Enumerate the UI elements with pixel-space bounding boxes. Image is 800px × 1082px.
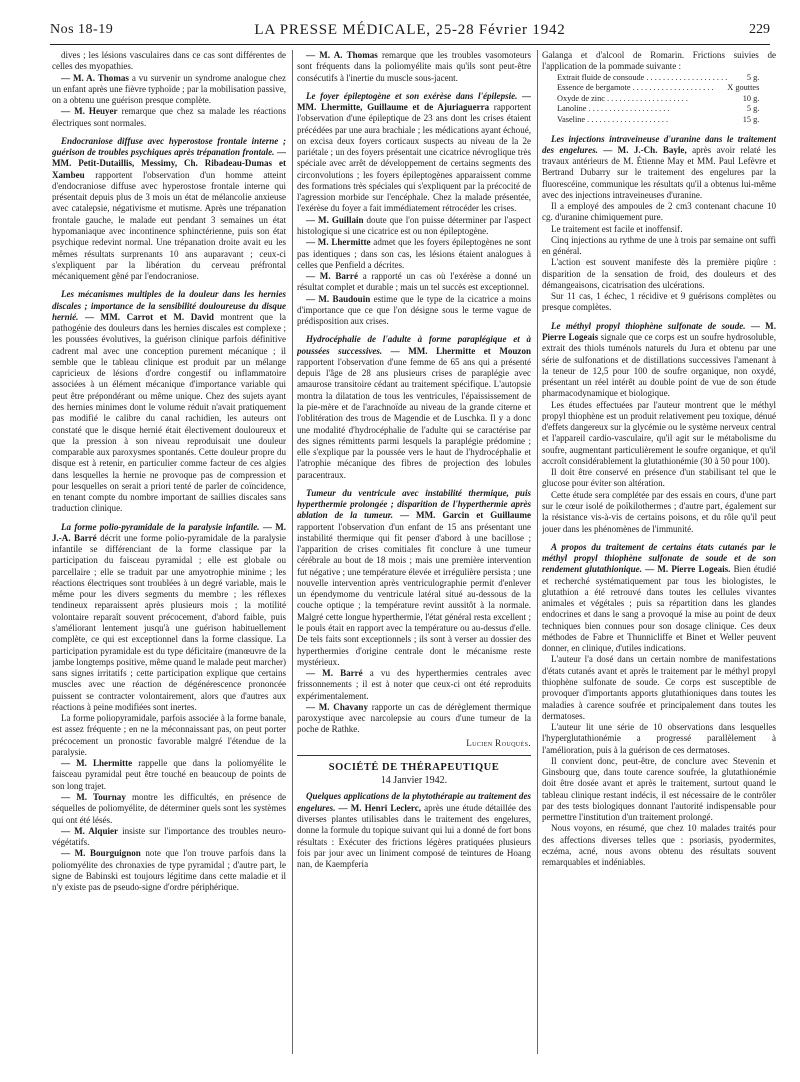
paragraph-text: montre les difficultés, en présence de séquelles de poliomyélite, de déterminer quels sont les systèmes qui ont été lésés.: [52, 792, 286, 825]
paragraph-text: estime que le type de la cicatrice a moins d'importance que ce que l'on désigne sous le terme vague de prédisposition aux crises.: [297, 293, 531, 327]
formula-row: [557, 73, 759, 84]
paragraph: [297, 791, 531, 870]
paragraph-text: Bien étudié et recherché systématiquement par tous les biologistes, le glutathion a été retrouvé dans toutes les cellules vivantes animales et végétales ; puis sa répartition dans les glandes endocrines et dans le sang a provoqué la mise au point de deux techniques bien connues pour son dosage clinique. Ces deux méthodes de Fabre et Thunnicliffe et Binet et Weller peuvent donner, en clinique, d'utiles indications.: [542, 564, 776, 654]
formula-ingredient-cell: [557, 115, 727, 126]
paragraph: [52, 50, 286, 73]
ingredient-quantity: 15 g.: [742, 114, 760, 124]
paragraph-text: remarque que les troubles vasomoteurs sont fréquents dans la poliomyélite mais qu'ils sont peut-être consécutifs à l'inertie du muscle sous-jacent.: [297, 50, 531, 83]
paragraph: [297, 334, 531, 480]
paragraph: [297, 215, 531, 238]
paragraph: [542, 722, 776, 756]
issue-number: Nos 18-19: [50, 22, 114, 37]
ingredient-name: Vaseline . . .: [557, 115, 668, 124]
author-names: — M. J.-Ch. Bayle,: [597, 144, 687, 155]
paragraph-text: Il convient donc, peut-être, de conclure avec Stevenin et Ginsbourg que, dans toute carence soufrée, la glutathionémie doit être dosée avant et après le traitement, surtout quand le tableau clinique restant indécis, il est nécessaire de le contrôler par des tests biologiques donnant l'autorité indispensable pour permettre l'institution d'un traitement prolongé.: [542, 755, 776, 823]
paragraph: [297, 668, 531, 702]
column-middle: [297, 50, 531, 1054]
paragraph: [542, 134, 776, 202]
paragraph-list-col3-top: [542, 50, 776, 73]
paragraph-text: La forme poliopyramidale, parfois associée à la forme banale, est assez fréquente ; en ne la méconnaissant pas, on peut porter précocement un pronostic favorable malgré l'étendue de la paralysie.: [52, 713, 286, 757]
paragraph-text: Sur 11 cas, 1 échec, 1 récidive et 9 guérisons complètes ou presque complètes.: [542, 291, 776, 313]
author-names: — M. Barré: [306, 668, 363, 679]
paragraph: [52, 136, 286, 282]
formula-row: [557, 83, 759, 94]
paragraph: [297, 50, 531, 84]
formula-row: [557, 94, 759, 105]
paragraph-text: Il doit être conservé en présence d'un stabilisant tel que le glucose pour éviter son altération.: [542, 467, 776, 489]
paragraph-text: Les études effectuées par l'auteur montrent que le méthyl propyl thiophène est un produit relativement peu toxique, dénué d'effets dangereux sur la glycémie ou le système nerveux central et l'appareil cardio-vasculaire, qu'il agit sur le métabolisme du soufre, augmentant particulièrement le soufre organique, et qu'il accroît considérablement la glutathionémie (30 à 50 pour 100).: [542, 399, 776, 466]
paragraph-list-col2-after: [297, 791, 531, 870]
formula-ingredient-cell: [557, 104, 727, 115]
article-title: Endocraniose diffuse avec hyperostose frontale interne ; guérison de troubles psychiques après trépanation frontale.: [52, 135, 286, 158]
article-title: Les injections intraveineuse d'uranine dans le traitement des engelures.: [542, 133, 776, 155]
paragraph-text: insiste sur l'importance des troubles neuro-végétatifs.: [52, 825, 286, 848]
column-divider: [537, 50, 538, 1054]
paragraph-text: rapporte un cas de dérèglement thermique paroxystique avec narcolepsie au cours d'une tumeur de la poche de Rathke.: [297, 701, 531, 735]
paragraph-text: L'auteur l'a dosé dans un certain nombre de manifestations d'états cutanés avant et après le traitement par le méthyl propyl thiophène sulfonate de soude. Ce corps est susceptible de provoquer d'importants apports glutathioniques dans toutes les maladies à carence soufrée et principalement dans toutes les dermatoses.: [542, 654, 776, 721]
paragraph-list-col2: [297, 50, 531, 736]
paragraph-text: doute que l'on puisse déterminer par l'aspect histologique si une cicatrice est ou non épileptogène.: [297, 214, 531, 236]
paragraph: [542, 823, 776, 868]
ingredient-quantity: 10 g.: [742, 93, 760, 103]
paragraph: [52, 713, 286, 758]
paragraph-text: rapportent l'observation d'une épileptique de 23 ans dont les crises étaient précédées par une aura brachiale ; les médications ayant échoué, on excisa deux foyers corticaux suspects au niveau de la 2e pariétale ; un des foyers présentait une cicatrice névroglique très spéciale avec arrêt de développement de certains segments des circonvolutions ; les foyers épileptogènes apparaissent comme des formations très spéciales qui s'expliquent par la précocité de l'agression morbide sur l'encéphale. Chez la malade présentée, l'exérèse du foyer a fait immédiatement rétrocéder les crises.: [297, 102, 531, 214]
paragraph: [542, 467, 776, 490]
formula-ingredient-cell: [557, 94, 727, 105]
author-names: — M. Barré: [306, 271, 358, 282]
author-names: — M. Guillain: [306, 214, 364, 225]
author-names: — M. Tournay: [61, 792, 126, 802]
author-names: — M. A. Thomas: [306, 50, 378, 60]
paragraph-text: Cinq injections au rythme de une à trois par semaine ont suffi en général.: [542, 234, 776, 257]
paragraph-text: signale que ce corps est un soufre hydrosoluble, extrait des thiols tuménols naturels du Jura et obtenu par une série de sulfonations et de distillations successives l'amenant à la teneur de 12,5 pour 100 de soufre organique, non oxydé, présentant un réel intérêt au double point de vue de son étude pharmacodynamique et biologique.: [542, 332, 776, 399]
paragraph-text: rapportent l'observation d'une femme de 65 ans qui a présenté depuis l'âge de 28 ans plusieurs crises de paraplégie avec amaurose transitoire cédant au traitement spécifique. L'autopsie montra la dilatation de tous les ventricules, l'épaississement de la pie-mère et de l'arachnoïde au niveau de la grande citerne et l'oblitération des trous de Magendie et de Luschka. Il y a donc une modalité d'hydrocéphalie de l'adulte qui se caractérise par des signes rémittents parmi lesquels la paraplégie prédomine ; elle s'explique par la poussée vers le haut de l'hydrocéphalie et l'atrophie mécanique des fibres de projection des lobules paracentraux.: [297, 356, 531, 480]
section-rule: [297, 755, 531, 756]
paragraph: [542, 321, 776, 400]
paragraph: [52, 522, 286, 714]
ingredient-quantity: 5 g.: [746, 104, 760, 114]
paragraph-text: Il a employé des ampoules de 2 cm3 contenant chacune 10 cg. d'uranine chimiquement pure.: [542, 201, 776, 223]
paragraph-text: admet que les foyers épileptogènes ne sont pas identiques ; dans son cas, les lésions étaient analogues à celles que Penfield a décrites.: [297, 237, 531, 270]
ingredient-name: Extrait fluide de consoude . . .: [557, 73, 727, 82]
paragraph: [297, 702, 531, 736]
article-title: Le méthyl propyl thiophène sulfonate de soude.: [551, 320, 746, 331]
paragraph-text: rapportent l'observation d'un enfant de 15 ans présentant une instabilité thermique qui fit penser d'abord à une bacillose ; l'apparition de crises comitiales fit conclure à une tumeur cérébrale au bout de 18 mois ; mais une première intervention fut négative ; une température élevée et irrégulière persista ; une nouvelle intervention après ventriculographie permit d'enlever un épendymome du ventricule latéral situé au-dessous de la couche optique ; la température revint aussitôt à la normale. Malgré cette longue hyperthermie, l'état général resta excellent ; le pouls était en rapport avec la température ou au-dessus d'elle. De tels faits sont exceptionnels ; ils sont à verser au dossier des hyperthermies d'origine centrale dont le mécanisme reste mystérieux.: [297, 521, 531, 667]
article-title: Hydrocéphalie de l'adulte à forme paraplégique et à poussées successives.: [297, 334, 531, 356]
paragraph: [297, 91, 531, 215]
paragraph-text: a vu des hyperthermies centrales avec frissonnements ; il est à noter que ceux-ci ont été reproduits expérimentalement.: [297, 668, 531, 701]
paragraph-text: Galanga et d'alcool de Romarin. Frictions suivies de l'application de la pommade suivante :: [542, 50, 776, 72]
ingredient-name: Essence de bergamote . . .: [557, 83, 714, 92]
article-title: La forme polio-pyramidale de la paralysie infantile.: [61, 521, 260, 532]
paragraph-text: Cette étude sera complétée par des essais en cours, d'une part sur le cœur isolé de poïkilothermes ; d'autre part, également sur la résistance vis-à-vis de certains poisons, et du rôle qu'il peut jouer dans les phénomènes de l'immunité.: [542, 489, 776, 534]
header-rule: [50, 44, 770, 45]
paragraph: [52, 792, 286, 826]
paragraph: [52, 106, 286, 129]
paragraph-text: après une étude détaillée des diverses plantes utilisables dans le traitement des engelures, donne la formule du topique suivant qui lui a donné de fort bons résultats : Exécuter des frictions légères pratiquées plusieurs fois par jour avec un liniment composé de teintures de Hoang nan, de Kaempferia: [297, 802, 531, 870]
author-names: — M. Alquier: [61, 825, 119, 836]
paragraph-text: rapportent l'observation d'un homme atteint d'endocraniose diffuse avec hyperostose frontale interne qui présentait depuis plus de 3 mois un état de mélancolie anxieuse avec catalepsie, négativisme et mutisme. Après une trépanation frontale gauche, le malade eut pendant 3 semaines un état hypomaniaque avec incontinence sphinctérienne, puis son état psychique redevint normal. Une trépanation droite avait eu les mêmes résultats surprenants 10 ans auparavant ; ceux-ci s'expliquent par la libération du cerveau préfrontal mécaniquement gêné par l'endocraniose.: [52, 169, 286, 282]
paragraph: [297, 488, 531, 668]
column-left: [52, 50, 286, 1054]
paragraph: [52, 758, 286, 792]
section-title: SOCIÉTÉ DE THÉRAPEUTIQUE: [328, 761, 500, 773]
ointment-formula: [557, 73, 759, 126]
paragraph-text: rappelle que dans la poliomyélite le faisceau pyramidal peut être touché en beaucoup de points de son long trajet.: [52, 758, 286, 791]
ingredient-quantity: X gouttes: [727, 83, 760, 93]
paragraph: [297, 294, 531, 328]
section-date: 14 Janvier 1942.: [380, 775, 448, 787]
author-names: — M. Pierre Logeais.: [641, 564, 731, 575]
paragraph-text: L'action est souvent manifeste dès la première piqûre : disparition de la sensation de froid, des douleurs et des démangeaisons, cicatrisation des ulcérations.: [542, 257, 776, 290]
paragraph: [52, 848, 286, 893]
article-title: A propos du traitement de certains états cutanés par le méthyl propyl thiophène sulfonate de soude et de son rendement glutathionique.: [542, 541, 776, 575]
author-names: — M. Chavany: [306, 701, 368, 712]
author-names: — M. Lhermitte: [306, 237, 371, 248]
page-number: 229: [749, 22, 770, 37]
author-names: — MM. Petit-Dutaillis, Messimy, Ch. Ribadeau-Dumas et Xambeu: [52, 147, 286, 180]
formula-row: [557, 104, 759, 115]
ingredient-name: Lanoline . . .: [557, 104, 669, 113]
author-names: — M. Baudouin: [306, 293, 371, 304]
paragraph-list-col1: [52, 50, 286, 893]
author-names: — MM. Carrot et M. David: [78, 311, 214, 322]
article-title: Le foyer épileptogène et son exérèse dans l'épilepsie.: [306, 90, 518, 101]
author-names: — M. Henri Leclerc,: [335, 802, 422, 813]
paragraph-text: remarque que chez sa malade les réactions électriques sont normales.: [52, 106, 286, 128]
paragraph-text: Nous voyons, en résumé, que chez 10 malades traités pour des affections diverses telles que : psoriasis, pyodermites, eczéma, acné, nous avons obtenu des résultats souvent remarquables et indéniables.: [542, 823, 776, 868]
paragraph-text: L'auteur lit une série de 10 observations dans lesquelles l'hyperglutathionémie a progressé parallèlement à l'amélioration, puis à la guérison de ces dermatoses.: [542, 722, 776, 755]
paragraph: [542, 291, 776, 314]
author-names: — MM. Lhermitte et Mouzon: [382, 345, 531, 356]
paragraph: [542, 542, 776, 655]
author-names: — M. Heuyer: [61, 106, 118, 117]
author-names: — M. Pierre Logeais: [542, 320, 776, 343]
paragraph: [542, 756, 776, 824]
column-right: [542, 50, 776, 1054]
article-title: Tumeur du ventricule avec instabilité thermique, puis hyperthermie prolongée ; disparition de l'hyperthermie après ablation de la tumeur.: [297, 487, 531, 521]
paragraph-text: après avoir relaté les travaux antérieurs de M. Étienne May et MM. Paul Lefèvre et Bertrand Dubarry sur le traitement des engelures par la fluorescéine, communique les résultats qu'il a obtenus lui-même avec des injections intraveineuses d'uranine.: [542, 144, 776, 200]
formula-ingredient-cell: [557, 83, 727, 94]
paragraph: [542, 50, 776, 73]
paragraph-text: dives ; les lésions vasculaires dans ce cas sont différentes de celles des myopathies.: [52, 50, 286, 72]
paragraph: [542, 201, 776, 224]
paragraph-text: décrit une forme polio-pyramidale de la paralysie infantile se différenciant de la forme classique par la participation du faisceau pyramidal ; elle est globale ou parcellaire ; elle se traduit par une amyotrophie minime ; les réactions électriques sont troublées à un degré variable, mais le même pour les divers segments du membre ; les réflexes tendineux reparaissent après plusieurs mois ; la motilité volontaire reparaît souvent précocement, d'abord faible, puis s'améliorant lentement jusqu'à une guérison habituellement complète, ce qui est exceptionnel dans la forme classique. La participation pyramidale est du type déficitaire (manœuvre de la jambe longtemps positive, même quand le malade peut marcher) sans signes irritatifs ; cette participation explique que certains muscles avec une réaction de dégénérescence prononcée puissent se contracter volontairement, alors que d'autres aux réactions à peine modifiées sont inertes.: [52, 532, 286, 712]
paragraph: [542, 654, 776, 722]
formula-ingredient-cell: [557, 73, 727, 84]
paragraph-text: a vu survenir un syndrome analogue chez un enfant après une fièvre typhoïde ; par la mobilisation passive, on a obtenu une guérison presque complète.: [52, 72, 286, 106]
paragraph-list-col3: [542, 134, 776, 869]
column-divider: [292, 50, 293, 1054]
paragraph-text: note que l'on trouve parfois dans la poliomyélite des chronaxies de type pyramidal ; d'autre part, le signe de Babinski est toujours légitime dans cette maladie et il n'y existe pas de pseudo-signe d'ordre périphérique.: [52, 848, 286, 893]
author-names: — M. J.-A. Barré: [52, 521, 286, 543]
author-names: — M. A. Thomas: [61, 72, 129, 83]
author-names: — M. Bourguignon: [61, 848, 141, 859]
paragraph: [542, 224, 776, 235]
paragraph: [297, 237, 531, 271]
author-names: — MM. Lhermitte, Guillaume et de Ajuriaguerra: [297, 90, 531, 113]
paragraph-text: a rapporté un cas où l'exérèse a donné un résultat complet et durable ; mais un tel succès est exceptionnel.: [297, 271, 531, 293]
ingredient-quantity: 5 g.: [746, 72, 760, 82]
article-title: Quelques applications de la phytothérapie au traitement des engelures.: [297, 791, 531, 813]
paragraph: [542, 235, 776, 258]
paragraph: [52, 73, 286, 107]
journal-title: LA PRESSE MÉDICALE, 25-28 Février 1942: [254, 22, 566, 38]
author-names: — MM. Garcin et Guillaume: [393, 510, 531, 521]
paragraph: [542, 400, 776, 468]
paragraph: [52, 826, 286, 849]
paragraph: [542, 490, 776, 535]
paragraph: [542, 257, 776, 291]
paragraph: [52, 289, 286, 514]
paragraph-text: montrent que la pathogénie des douleurs dans les hernies discales est complexe ; les poussées évolutives, la guérison clinique parfois définitive cadrent mal avec une conception purement mécanique ; il semble que le tableau clinique est produit par un mélange capricieux de lésions d'ordre congestif ou inflammatoire associées à un élément mécanique d'importance variable qui peut être prépondérant ou même unique. Chez des sujets ayant des hernies minimes dont le volume réduit n'avait pratiquement pas modifié le calibre du canal rachidien, les auteurs ont constaté que le disque hernié était électivement douloureux et que la pression à son niveau reproduisait une douleur comparable aux paroxysmes spontanés. Cette douleur propre du disque est à retenir, en particulier comme facteur de ces algies dans lesquelles la hernie ne provoque pas de compression et pour lesquelles on serait a priori tenté de parler de coïncidence, en tenant compte du nombre important de saillies discales sans traduction clinique.: [52, 311, 286, 514]
author-signature: Lucien Rouquès.: [466, 737, 531, 748]
ingredient-name: Oxyde de zinc . . .: [557, 94, 688, 103]
paragraph: [297, 271, 531, 294]
author-names: — M. Lhermitte: [61, 758, 133, 769]
page-header: [50, 22, 770, 42]
article-title: Les mécanismes multiples de la douleur dans les hernies discales ; importance de la sensibilité douloureuse du disque hernié.: [52, 289, 286, 322]
formula-row: [557, 115, 759, 126]
paragraph-text: Le traitement est facile et inoffensif.: [551, 223, 683, 234]
